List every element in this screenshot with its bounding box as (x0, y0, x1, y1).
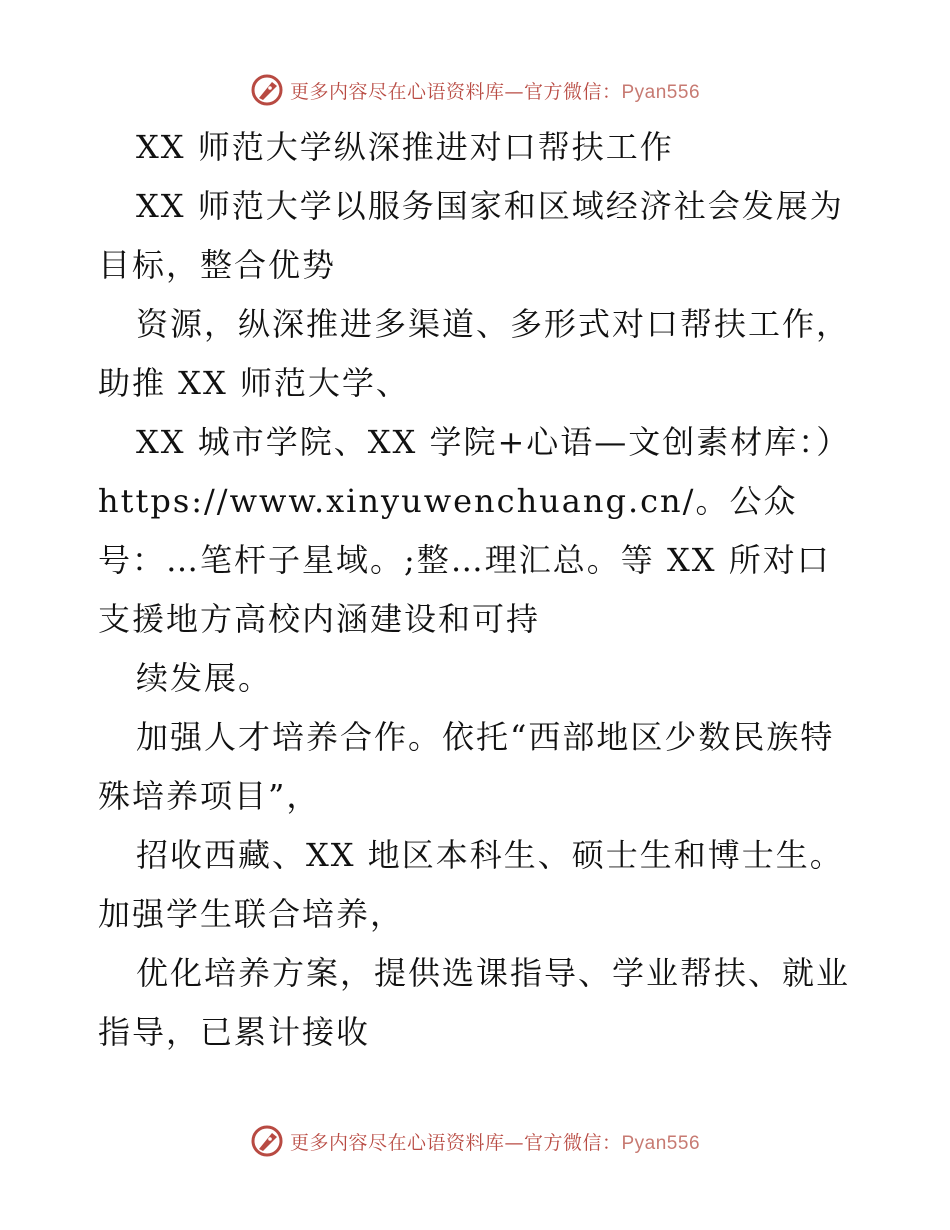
paragraph: 资源，纵深推进多渠道、多形式对口帮扶工作，助推 XX 师范大学、 (98, 305, 851, 402)
watermark-banner-bottom (0, 1121, 950, 1161)
watermark-handle: Pyan556 (621, 81, 701, 103)
watermark-text: 更多内容尽在心语资料库—官方微信：Pyan556 (289, 1131, 701, 1154)
fountain-pen-nib-icon (250, 73, 284, 107)
paragraph: 续发展。 (136, 659, 273, 697)
watermark-text: 更多内容尽在心语资料库—官方微信：Pyan556 (289, 80, 701, 103)
fountain-pen-nib-icon (250, 1124, 284, 1158)
paragraph: XX 城市学院、XX 学院+心语—文创素材库：）https://www.xinyuwenchuang.cn/。公众号：…笔杆子星域。;整…理汇总。等 XX 所对口支援地方高校内涵建设和可持 (98, 423, 851, 638)
paragraph: 优化培养方案，提供选课指导、学业帮扶、就业指导，已累计接收 (98, 954, 851, 1051)
document-body (98, 118, 858, 1062)
document-title: XX 师范大学纵深推进对口帮扶工作 (136, 128, 674, 166)
paragraph: XX 师范大学以服务国家和区域经济社会发展为目标，整合优势 (98, 187, 844, 284)
paragraph: 加强人才培养合作。依托“西部地区少数民族特殊培养项目”， (98, 718, 835, 815)
watermark-handle: Pyan556 (621, 1132, 701, 1154)
watermark-banner-top (0, 70, 950, 110)
paragraph: 招收西藏、XX 地区本科生、硕士生和博士生。加强学生联合培养， (98, 836, 844, 933)
